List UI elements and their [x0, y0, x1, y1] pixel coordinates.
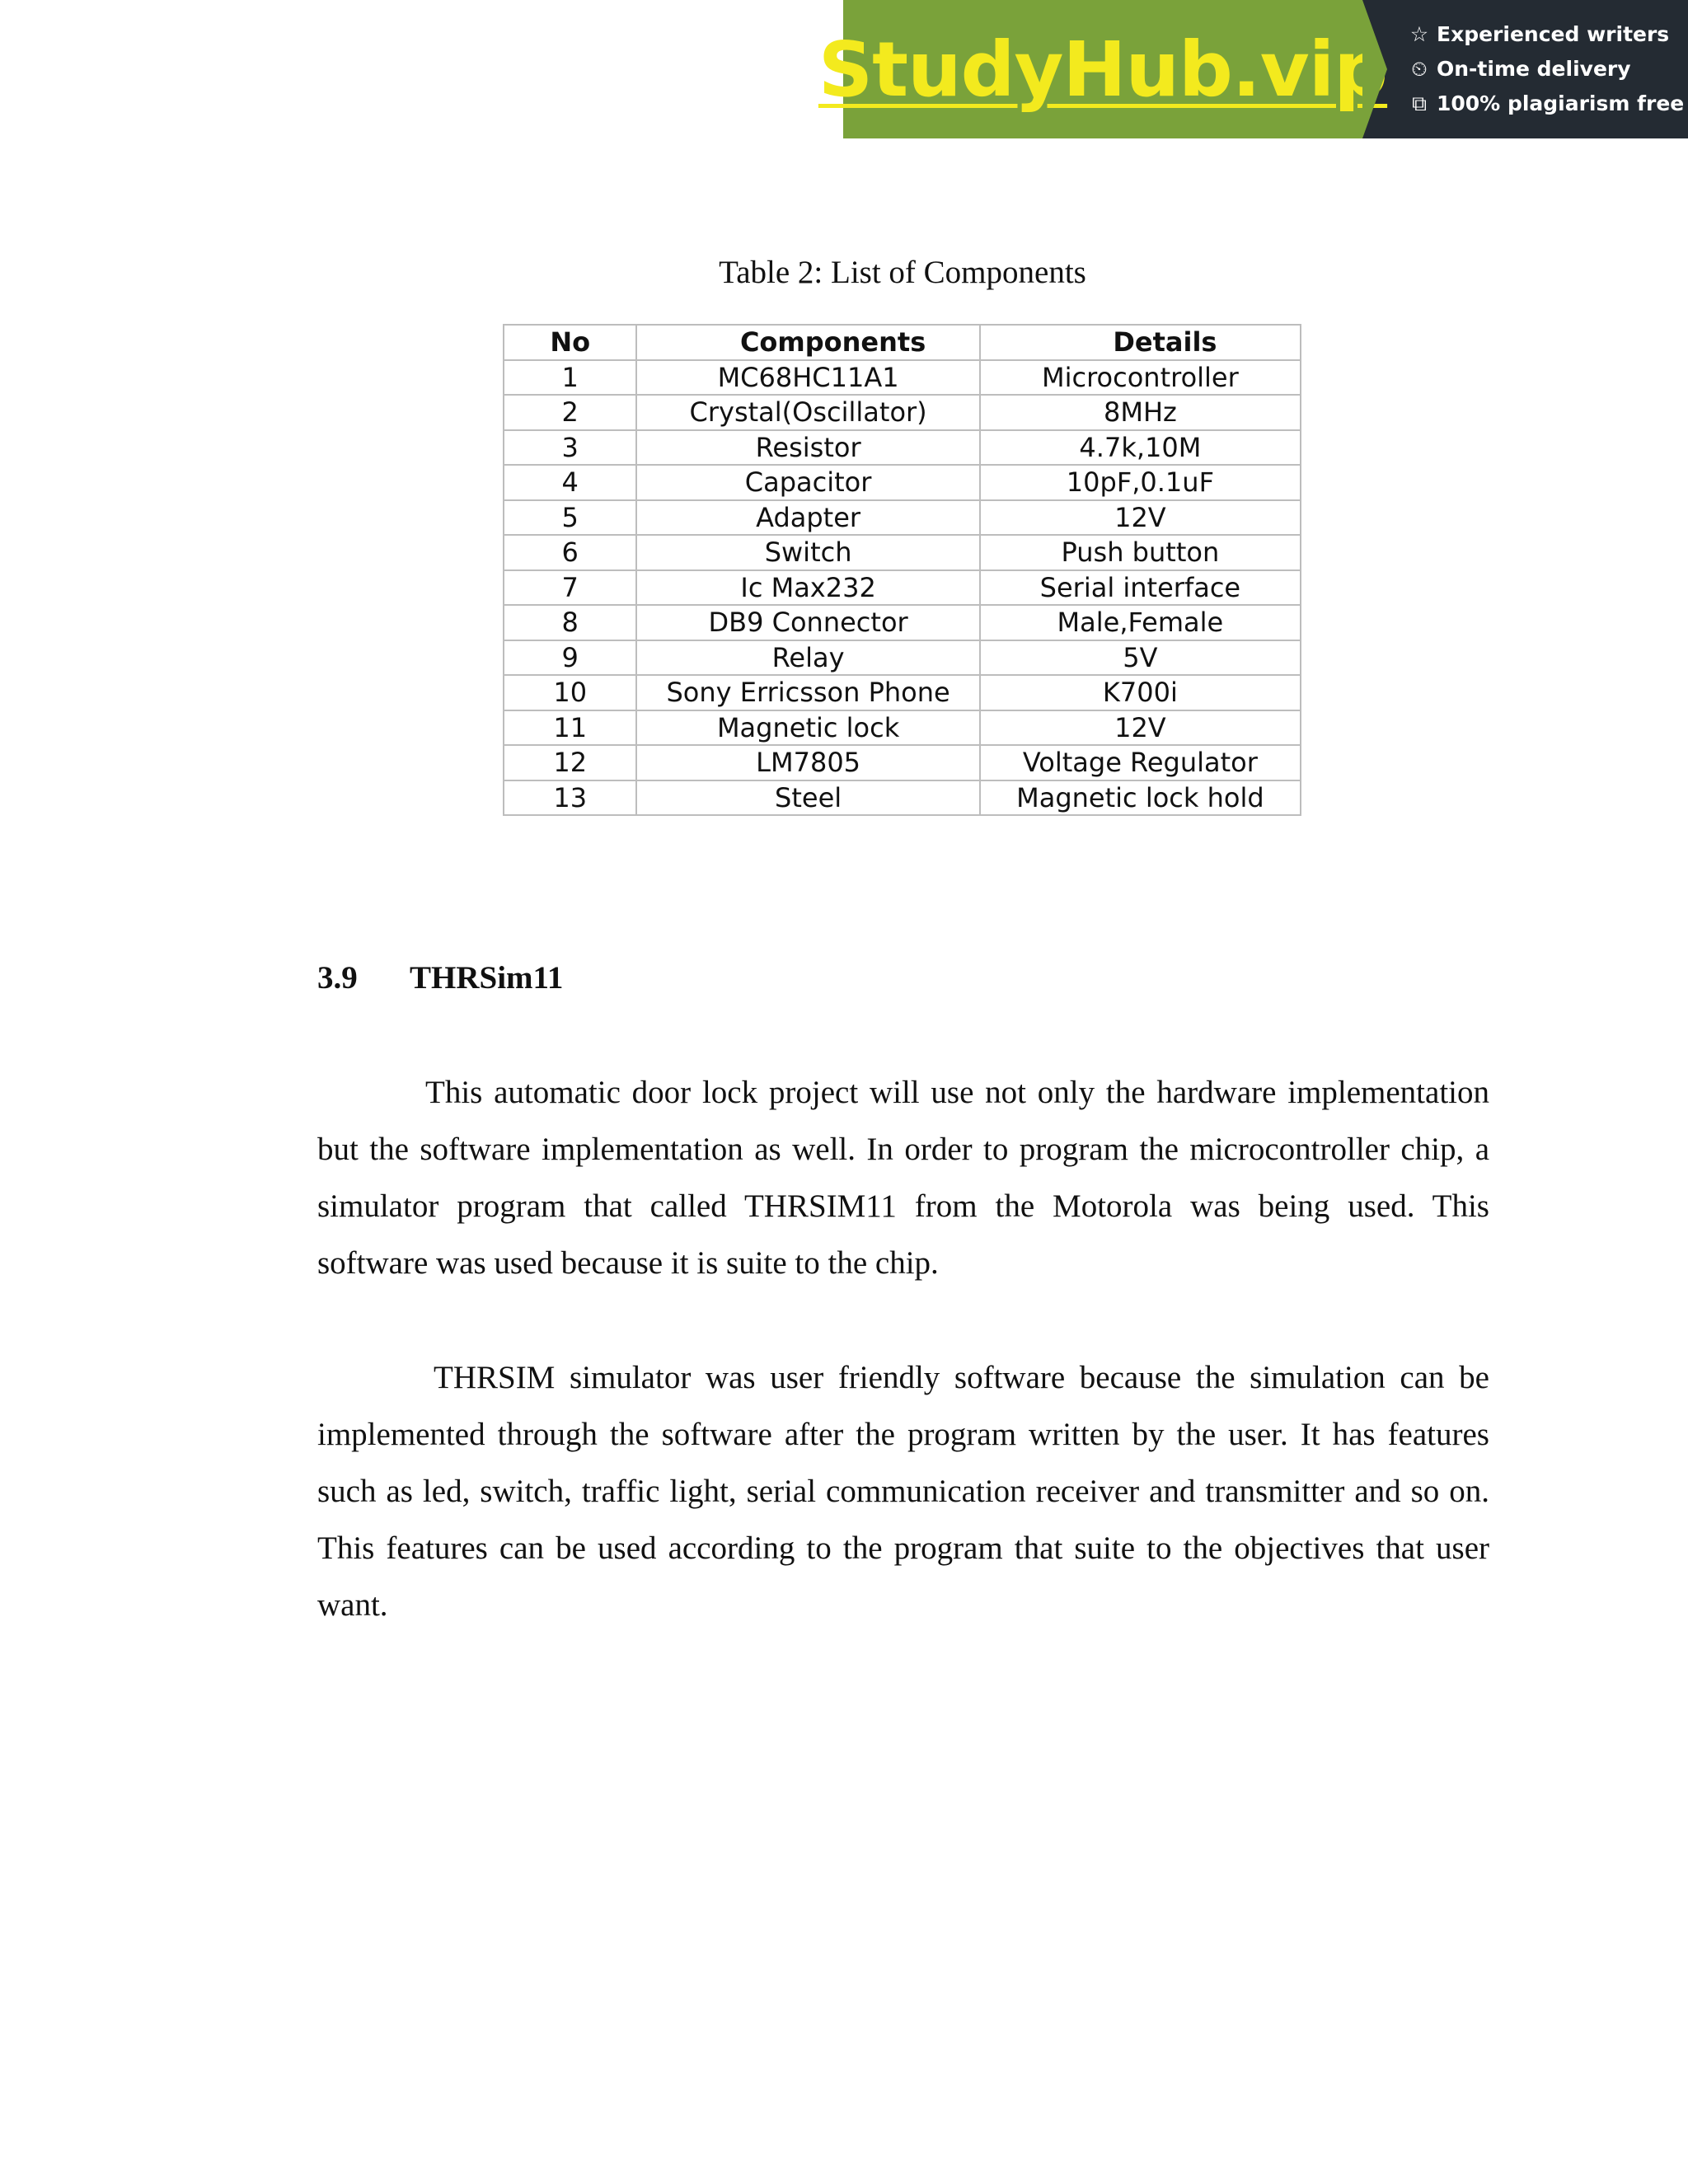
table-row: [504, 500, 1301, 536]
cell-component: Adapter: [636, 500, 979, 536]
cell-component: LM7805: [636, 745, 979, 780]
cell-no: 2: [504, 395, 636, 430]
clock-icon: ⏲: [1411, 57, 1428, 81]
table-row: [504, 570, 1301, 606]
studyhub-logo[interactable]: [818, 0, 1388, 138]
cell-no: 1: [504, 360, 636, 396]
cell-no: 10: [504, 675, 636, 710]
table-caption: Table 2: List of Components: [719, 255, 1086, 290]
cell-details: 8MHz: [980, 395, 1301, 430]
cell-details: Magnetic lock hold: [980, 780, 1301, 816]
star-outline-icon: ☆: [1409, 22, 1429, 46]
table-row: [504, 640, 1301, 676]
header-components: Components: [636, 325, 979, 360]
cell-details: K700i: [980, 675, 1301, 710]
cell-component: Crystal(Oscillator): [636, 395, 979, 430]
cell-no: 7: [504, 570, 636, 606]
studyhub-banner[interactable]: [818, 0, 1688, 138]
cell-details: 12V: [980, 710, 1301, 746]
section-number: 3.9: [317, 960, 358, 996]
cell-details: Serial interface: [980, 570, 1301, 606]
cell-component: Capacitor: [636, 465, 979, 500]
paragraph-1: This automatic door lock project will use not only the hardware implementation but the software implementation as well. In order to program the microcontroller chip, a simulator program that called THRSIM11 from the Motorola was being used. This software was used because it is suite to the chip.: [317, 1075, 1489, 1281]
feature-label: Experienced writers: [1437, 22, 1670, 46]
logo-text: StudyHub.vip: [818, 25, 1388, 114]
banner-features: [1362, 0, 1688, 138]
cell-details: 4.7k,10M: [980, 430, 1301, 466]
table-row: [504, 430, 1301, 466]
feature-plagiarism-free: [1409, 91, 1688, 117]
table-body: [504, 360, 1301, 816]
section-title: THRSim11: [410, 960, 564, 996]
section-heading: [317, 959, 563, 996]
table-row: [504, 605, 1301, 640]
cell-no: 11: [504, 710, 636, 746]
table-row: [504, 360, 1301, 396]
cell-component: Resistor: [636, 430, 979, 466]
copy-doc-icon: ⧉: [1412, 91, 1427, 115]
table-row: [504, 780, 1301, 816]
cell-details: 12V: [980, 500, 1301, 536]
table-row: [504, 465, 1301, 500]
cell-component: Switch: [636, 535, 979, 570]
paragraph-2: THRSIM simulator was user friendly software because the simulation can be implemented through the software after the program written by the user. It has features such as led, switch, traffic light, serial communication receiver and transmitter and so on. This features can be used according to the program that suite to the objectives that user want.: [317, 1360, 1489, 1623]
table-row: [504, 675, 1301, 710]
components-table: [503, 324, 1301, 816]
cell-no: 12: [504, 745, 636, 780]
table-row: [504, 710, 1301, 746]
cell-no: 3: [504, 430, 636, 466]
feature-label: On-time delivery: [1437, 57, 1631, 81]
table-header-row: [504, 325, 1301, 360]
cell-component: Sony Erricsson Phone: [636, 675, 979, 710]
cell-details: Microcontroller: [980, 360, 1301, 396]
components-table-wrap: [503, 324, 1301, 816]
cell-no: 9: [504, 640, 636, 676]
feature-on-time-delivery: [1409, 56, 1688, 82]
cell-no: 6: [504, 535, 636, 570]
header-details: Details: [980, 325, 1301, 360]
table-row: [504, 535, 1301, 570]
cell-no: 4: [504, 465, 636, 500]
cell-component: Ic Max232: [636, 570, 979, 606]
header-no: No: [504, 325, 636, 360]
table-row: [504, 395, 1301, 430]
cell-component: Steel: [636, 780, 979, 816]
cell-details: Voltage Regulator: [980, 745, 1301, 780]
cell-component: DB9 Connector: [636, 605, 979, 640]
feature-label: 100% plagiarism free: [1437, 91, 1685, 115]
cell-no: 8: [504, 605, 636, 640]
feature-experienced-writers: [1409, 21, 1688, 48]
cell-component: Relay: [636, 640, 979, 676]
cell-no: 5: [504, 500, 636, 536]
cell-details: 10pF,0.1uF: [980, 465, 1301, 500]
cell-details: 5V: [980, 640, 1301, 676]
cell-details: Male,Female: [980, 605, 1301, 640]
table-row: [504, 745, 1301, 780]
cell-details: Push button: [980, 535, 1301, 570]
cell-component: Magnetic lock: [636, 710, 979, 746]
cell-no: 13: [504, 780, 636, 816]
cell-component: MC68HC11A1: [636, 360, 979, 396]
